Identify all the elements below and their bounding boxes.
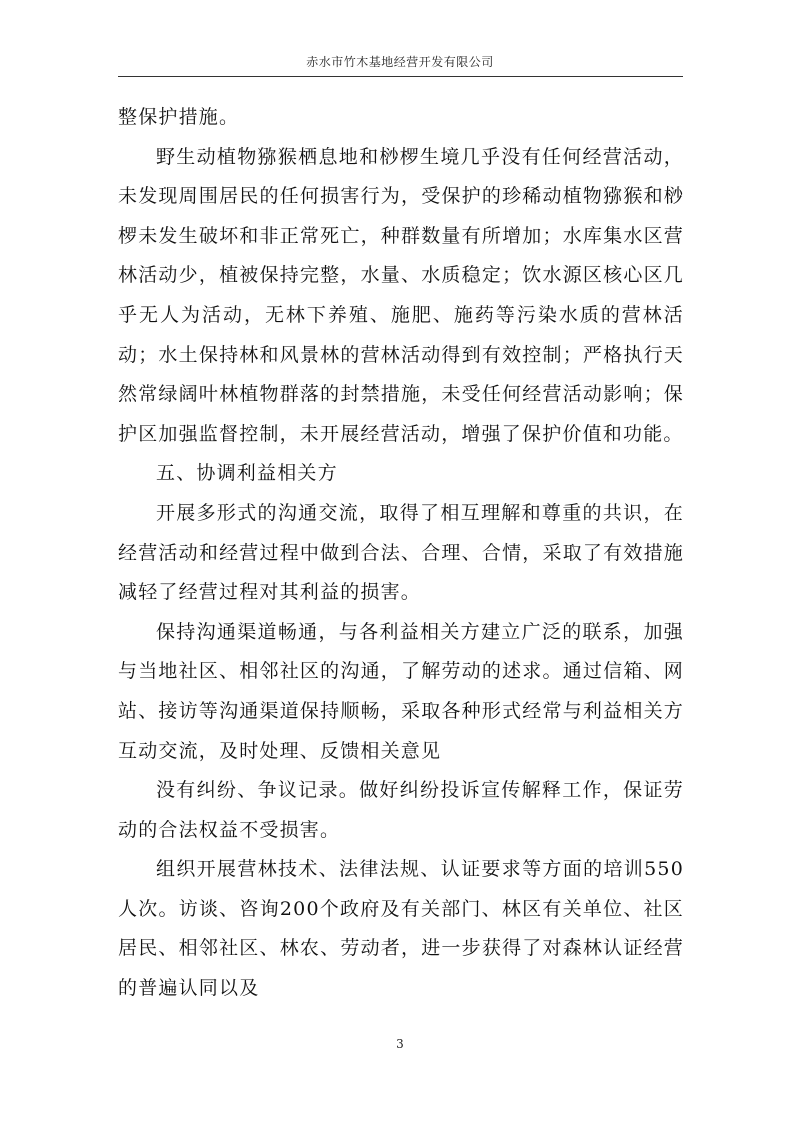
page-number: 3 (396, 1037, 404, 1051)
paragraph-disputes: 没有纠纷、争议记录。做好纠纷投诉宣传解释工作，保证劳动的合法权益不受损害。 (118, 779, 684, 841)
section-heading-stakeholders: 五、协调利益相关方 (156, 462, 338, 485)
page-header: 赤水市竹木基地经营开发有限公司 (306, 55, 494, 69)
paragraph-training: 组织开展营林技术、法律法规、认证要求等方面的培训550人次。访谈、咨询200个政府及有关部门、林区有关单位、社区居民、相邻社区、林农、劳动者，进一步获得了对森林认证经营的普遍认同以及 (118, 858, 684, 1000)
paragraph-communication: 开展多形式的沟通交流，取得了相互理解和尊重的共识，在经营活动和经营过程中做到合法、合理、合情，采取了有效措施减轻了经营过程对其利益的损害。 (118, 501, 684, 604)
paragraph-continuation: 整保护措施。 (118, 106, 240, 128)
paragraph-wildlife-protection: 野生动植物猕猴栖息地和桫椤生境几乎没有任何经营活动，未发现周围居民的任何损害行为，受保护的珍稀动植物猕猴和桫椤未发生破坏和非正常死亡，种群数量有所增加；水库集水区营林活动少，植被保持完整，水量、水质稳定；饮水源区核心区几乎无人为活动，无林下养殖、施肥、施药等污染水质的营林活动；水土保持林和风景林的营林活动得到有效控制；严格执行天然常绿阔叶林植物群落的封禁措施，未受任何经营活动影响；保护区加强监督控制，未开展经营活动，增强了保护价值和功能。 (118, 145, 684, 445)
paragraph-channels: 保持沟通渠道畅通，与各利益相关方建立广泛的联系，加强与当地社区、相邻社区的沟通，了解劳动的述求。通过信箱、网站、接访等沟通渠道保持顺畅，采取各种形式经常与利益相关方互动交流，及时处理、反馈相关意见 (118, 620, 684, 762)
body-text (118, 98, 684, 1009)
header-divider (118, 76, 683, 77)
